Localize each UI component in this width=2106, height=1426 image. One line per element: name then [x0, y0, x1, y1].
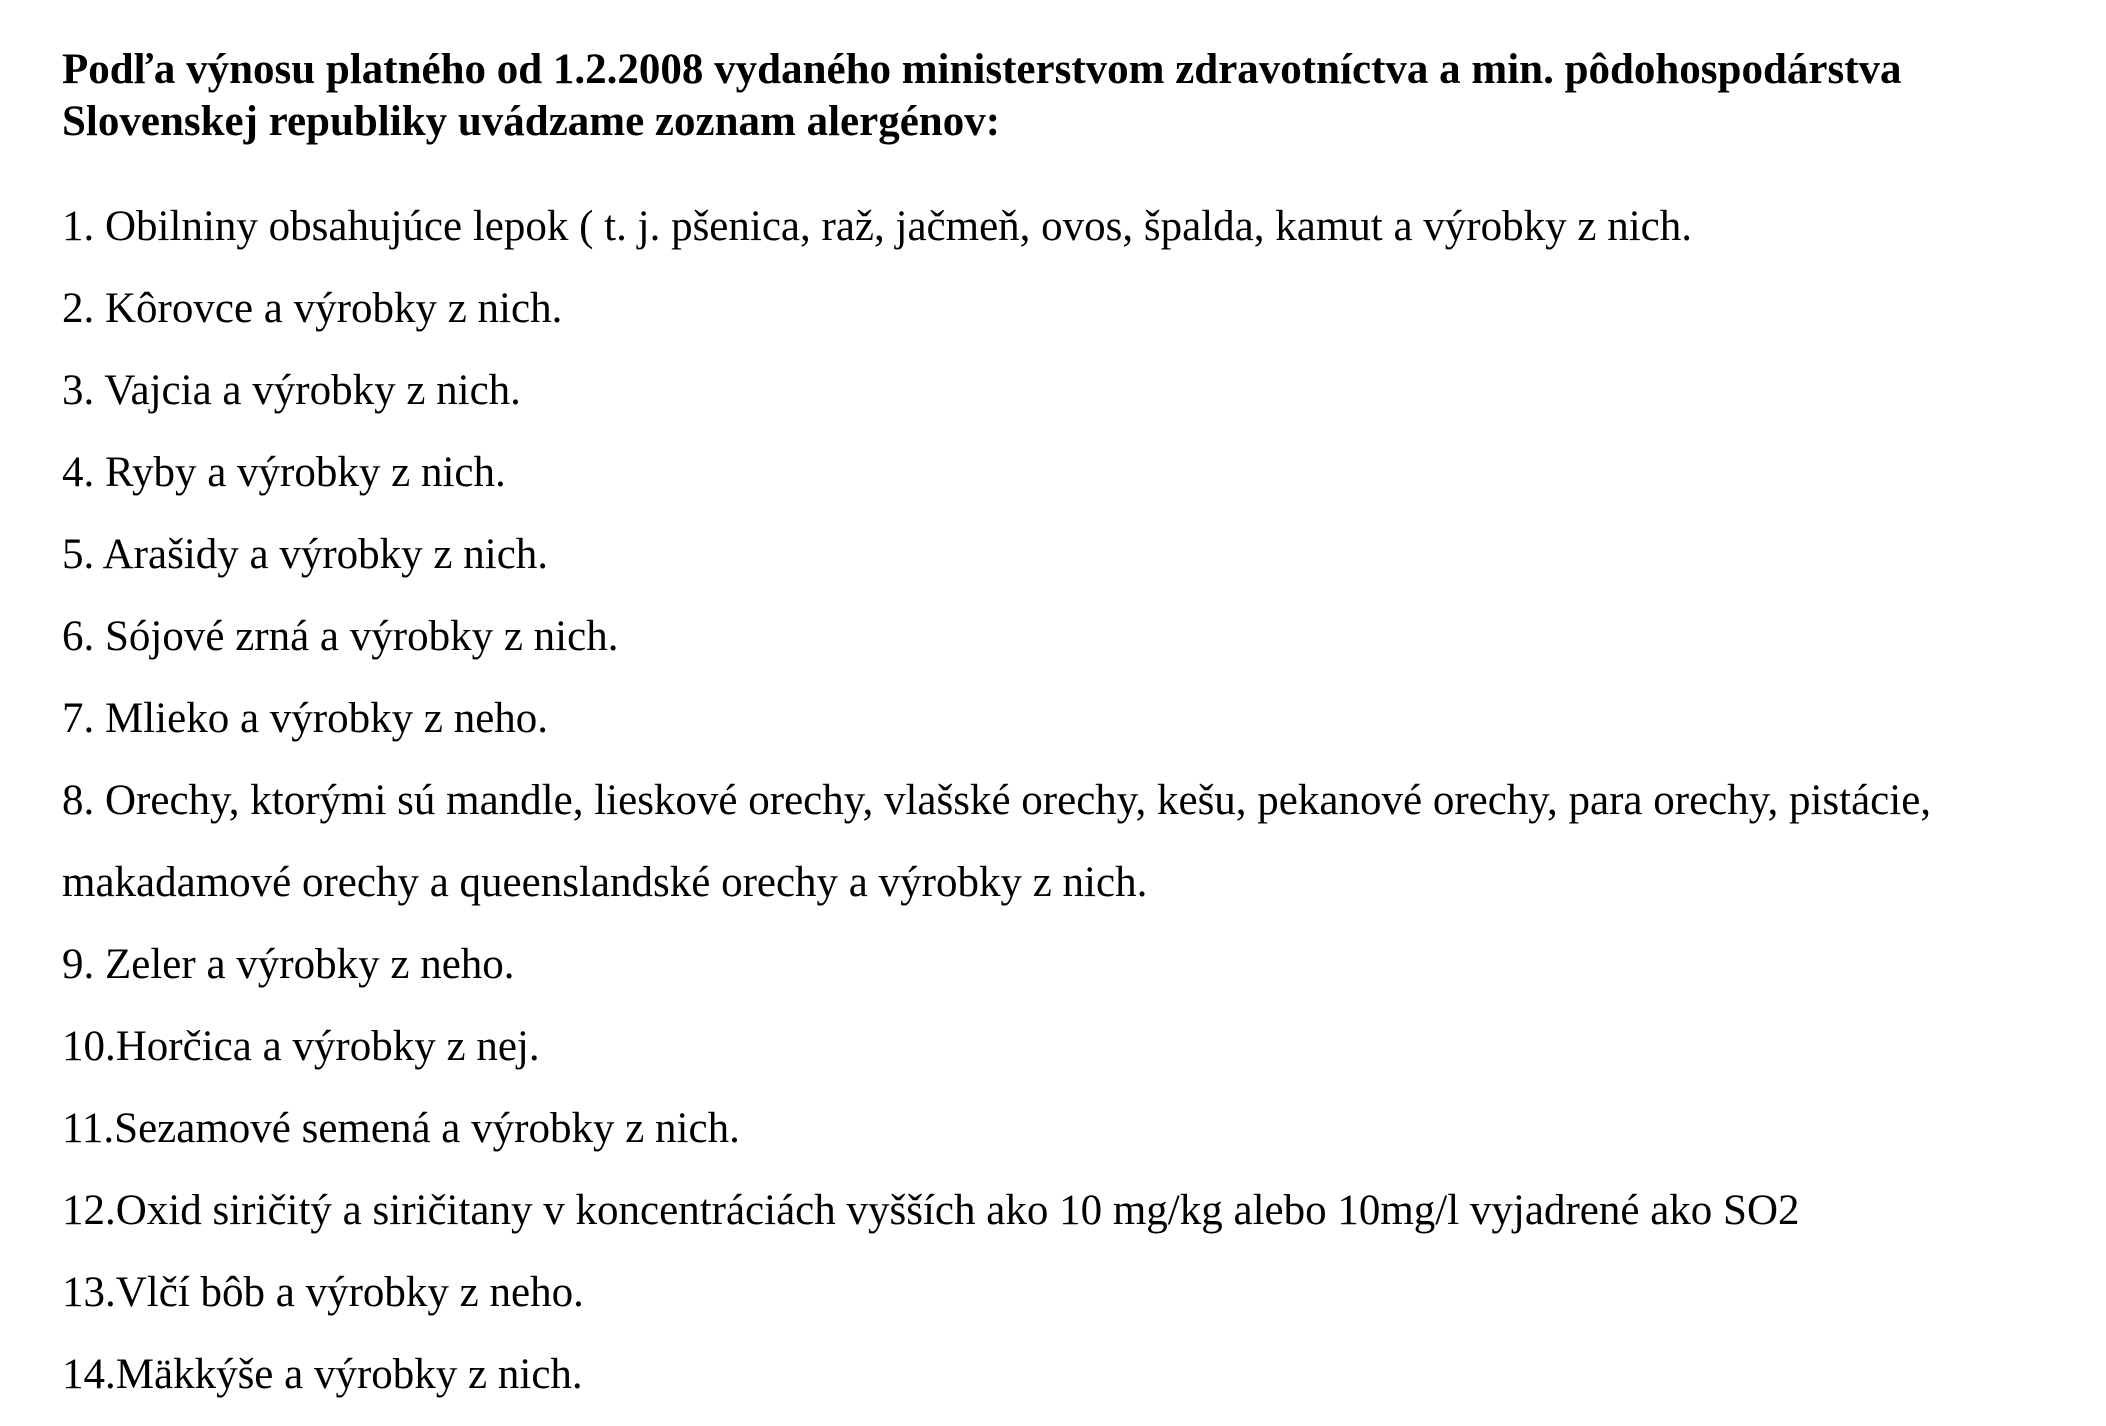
allergen-list: [62, 186, 2072, 1416]
allergen-item-8: 8. Orechy, ktorými sú mandle, lieskové orechy, vlašské orechy, kešu, pekanové orechy, para orechy, pistácie,: [62, 777, 1932, 824]
allergen-item-11: 11.Sezamové semená a výrobky z nich.: [62, 1105, 740, 1152]
allergen-item-14: 14.Mäkkýše a výrobky z nich.: [62, 1351, 583, 1398]
allergen-item-7: 7. Mlieko a výrobky z neho.: [62, 695, 549, 742]
allergen-item-1: 1. Obilniny obsahujúce lepok ( t. j. pšenica, raž, jačmeň, ovos, špalda, kamut a výrobky z nich.: [62, 203, 1692, 250]
allergen-item-6: 6. Sójové zrná a výrobky z nich.: [62, 613, 619, 660]
document-heading: [62, 44, 2072, 148]
allergen-item-10: 10.Horčica a výrobky z nej.: [62, 1023, 540, 1070]
allergen-item-4: 4. Ryby a výrobky z nich.: [62, 449, 506, 496]
document: [62, 44, 2072, 1416]
allergen-item-3: 3. Vajcia a výrobky z nich.: [62, 367, 521, 414]
allergen-item-8-continued: makadamové orechy a queenslandské orechy a výrobky z nich.: [62, 859, 1148, 906]
heading-line-1: Podľa výnosu platného od 1.2.2008 vydaného ministerstvom zdravotníctva a min. pôdohospodárstva: [62, 46, 1902, 93]
allergen-item-5: 5. Arašidy a výrobky z nich.: [62, 531, 549, 578]
allergen-item-12: 12.Oxid siričitý a siričitany v koncentráciách vyšších ako 10 mg/kg alebo 10mg/l vyjadrené ako SO2: [62, 1187, 1800, 1234]
allergen-item-13: 13.Vlčí bôb a výrobky z neho.: [62, 1269, 584, 1316]
allergen-item-2: 2. Kôrovce a výrobky z nich.: [62, 285, 563, 332]
allergen-item-9: 9. Zeler a výrobky z neho.: [62, 941, 515, 988]
heading-line-2: Slovenskej republiky uvádzame zoznam alergénov:: [62, 98, 1001, 145]
